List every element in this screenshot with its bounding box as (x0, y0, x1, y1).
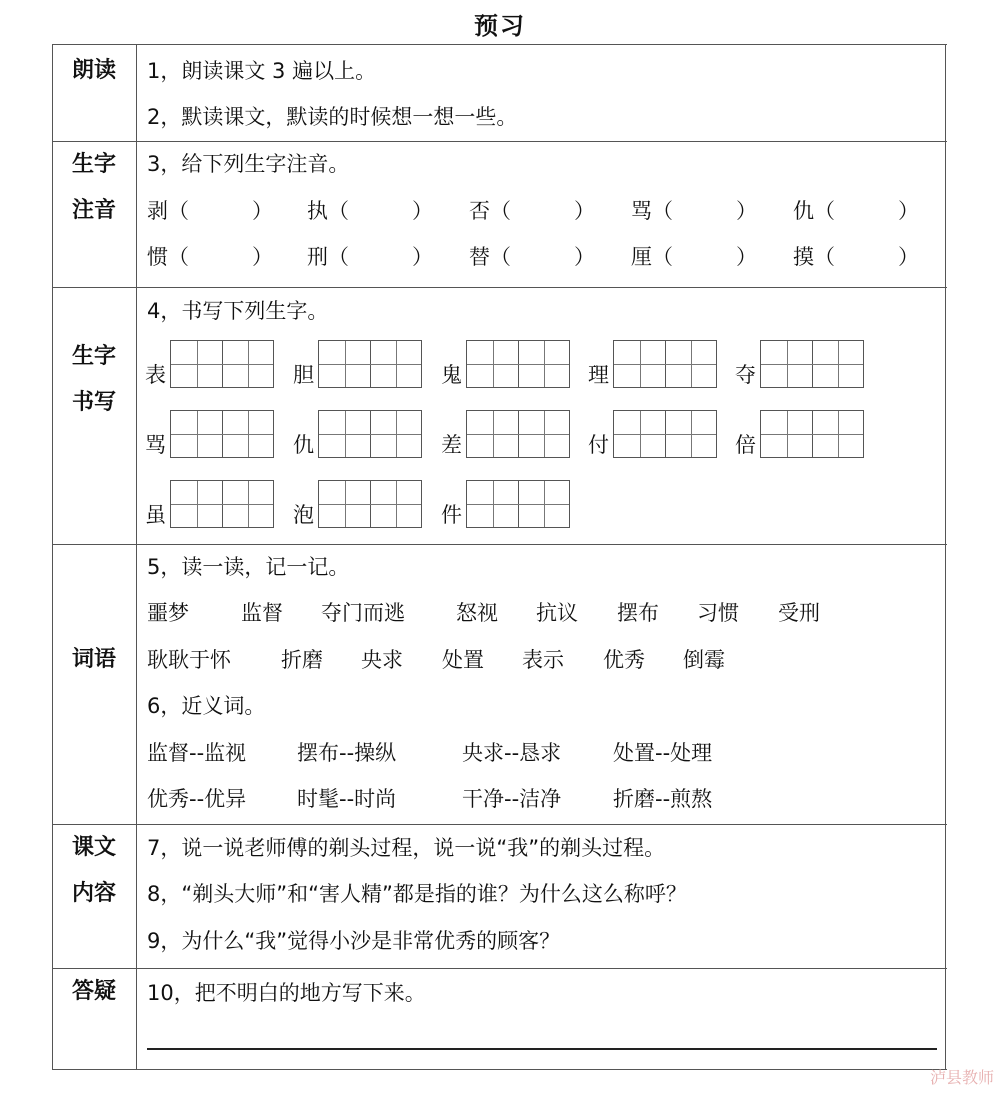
writing-char: 鬼 (441, 363, 462, 387)
vocabulary-instruction: 5，读一读，记一记。 (147, 555, 350, 579)
writing-char: 虽 (145, 503, 166, 527)
writing-char: 差 (441, 433, 462, 457)
reading-item-2: 2，默读课文，默读的时候想一想一些。 (147, 105, 518, 129)
label-line: 书写 (71, 390, 116, 415)
pinyin-blank[interactable]: 摸（ ） (793, 245, 919, 269)
tian-grid-box[interactable] (466, 410, 570, 458)
content-question-9: 9，为什么“我”觉得小沙是非常优秀的顾客？ (147, 929, 561, 953)
vocab-word: 表示 (522, 648, 564, 672)
writing-char: 付 (588, 433, 609, 457)
section-label-content (52, 825, 136, 917)
row-divider (52, 968, 947, 969)
vocab-word: 摆布 (617, 601, 659, 625)
worksheet-table (52, 44, 947, 1070)
synonym-pair: 折磨--煎熬 (613, 787, 713, 811)
pinyin-blank[interactable]: 否（ ） (469, 199, 595, 223)
pinyin-blank[interactable]: 刑（ ） (307, 245, 433, 269)
pinyin-instruction: 3，给下列生字注音。 (147, 152, 350, 176)
label-line: 生字 (71, 344, 116, 369)
writing-char: 夺 (735, 363, 756, 387)
tian-grid-box[interactable] (170, 340, 274, 388)
vocab-word: 折磨 (281, 648, 323, 672)
pinyin-blank[interactable]: 骂（ ） (631, 199, 757, 223)
section-label-vocabulary: 词语 (71, 647, 116, 672)
synonym-pair: 处置--处理 (613, 741, 713, 765)
section-label-pinyin (52, 142, 136, 234)
tian-grid-box[interactable] (318, 410, 422, 458)
section-label-writing (52, 334, 136, 426)
synonym-pair: 监督--监视 (147, 741, 247, 765)
table-border (945, 44, 946, 1070)
pinyin-blank[interactable]: 惯（ ） (147, 245, 273, 269)
pinyin-blank[interactable]: 剥（ ） (147, 199, 273, 223)
page-title: 预习 (474, 12, 526, 40)
writing-char: 理 (588, 363, 609, 387)
section-label-reading: 朗读 (71, 58, 116, 83)
synonym-pair: 摆布--操纵 (297, 741, 397, 765)
tian-grid-box[interactable] (170, 410, 274, 458)
tian-grid-box[interactable] (318, 480, 422, 528)
pinyin-blank[interactable]: 厘（ ） (631, 245, 757, 269)
vocab-word: 受刑 (778, 601, 820, 625)
pinyin-blank[interactable]: 仇（ ） (793, 199, 919, 223)
label-line: 内容 (71, 881, 116, 906)
row-divider (52, 141, 947, 142)
answer-line[interactable] (147, 1048, 937, 1050)
synonym-pair: 央求--恳求 (462, 741, 562, 765)
vocab-word: 抗议 (536, 601, 578, 625)
synonym-pair: 时髦--时尚 (297, 787, 397, 811)
vocab-word: 央求 (361, 648, 403, 672)
writing-char: 胆 (293, 363, 314, 387)
writing-char: 件 (441, 503, 462, 527)
label-line: 课文 (71, 835, 116, 860)
column-divider (136, 44, 137, 1070)
vocab-word: 习惯 (697, 601, 739, 625)
tian-grid-box[interactable] (466, 480, 570, 528)
vocab-word: 耿耿于怀 (147, 648, 231, 672)
tian-grid-box[interactable] (170, 480, 274, 528)
synonym-pair: 优秀--优异 (147, 787, 247, 811)
vocab-word: 噩梦 (147, 601, 189, 625)
watermark: 泸县教师 (929, 1068, 994, 1087)
writing-char: 泡 (293, 503, 314, 527)
tian-grid-box[interactable] (760, 410, 864, 458)
content-question-8: 8，“剃头大师”和“害人精”都是指的谁？为什么这么称呼？ (147, 882, 687, 906)
tian-grid-box[interactable] (318, 340, 422, 388)
synonyms-instruction: 6，近义词。 (147, 694, 266, 718)
vocab-word: 怒视 (456, 601, 498, 625)
pinyin-blank[interactable]: 替（ ） (469, 245, 595, 269)
reading-item-1: 1，朗读课文 3 遍以上。 (147, 59, 377, 83)
writing-char: 骂 (145, 433, 166, 457)
vocab-word: 倒霉 (683, 648, 725, 672)
table-border (52, 44, 947, 45)
tian-grid-box[interactable] (613, 340, 717, 388)
label-line: 注音 (71, 198, 116, 223)
writing-char: 仇 (293, 433, 314, 457)
synonym-pair: 干净--洁净 (462, 787, 562, 811)
vocab-word: 优秀 (603, 648, 645, 672)
table-border (52, 1069, 947, 1070)
vocab-word: 监督 (241, 601, 283, 625)
vocab-word: 处置 (442, 648, 484, 672)
tian-grid-box[interactable] (613, 410, 717, 458)
writing-char: 表 (145, 363, 166, 387)
questions-instruction: 10，把不明白的地方写下来。 (147, 981, 426, 1005)
row-divider (52, 287, 947, 288)
vocab-word: 夺门而逃 (321, 601, 405, 625)
pinyin-blank[interactable]: 执（ ） (307, 199, 433, 223)
tian-grid-box[interactable] (466, 340, 570, 388)
writing-char: 倍 (735, 433, 756, 457)
content-question-7: 7，说一说老师傅的剃头过程，说一说“我”的剃头过程。 (147, 836, 666, 860)
row-divider (52, 544, 947, 545)
section-label-questions: 答疑 (71, 979, 116, 1004)
writing-instruction: 4，书写下列生字。 (147, 299, 329, 323)
row-divider (52, 824, 947, 825)
label-line: 生字 (71, 152, 116, 177)
tian-grid-box[interactable] (760, 340, 864, 388)
